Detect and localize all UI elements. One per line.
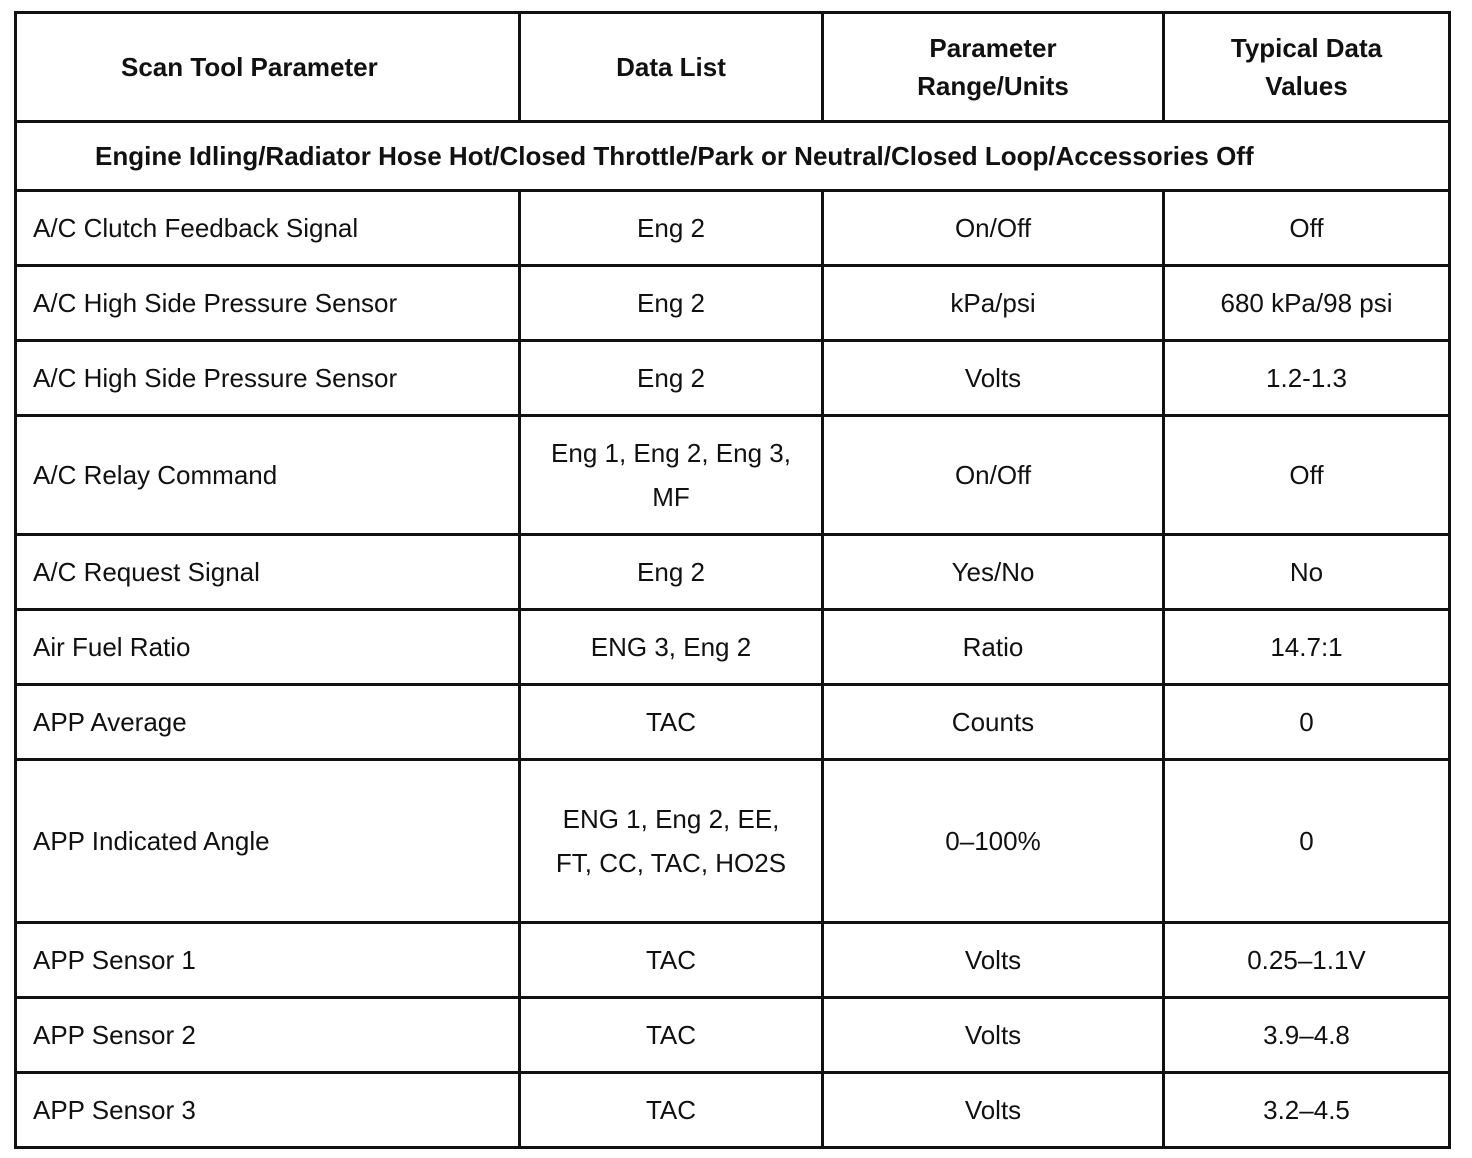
- table-row: [16, 191, 1450, 266]
- table-row: [16, 1073, 1450, 1148]
- header-scan-tool-parameter: Scan Tool Parameter: [16, 13, 520, 122]
- cell-parameter: A/C Relay Command: [16, 416, 520, 535]
- header-typical-data-values: Typical Data Values: [1164, 13, 1450, 122]
- cell-data-list: TAC: [520, 1073, 823, 1148]
- cell-parameter: APP Sensor 1: [16, 923, 520, 998]
- cell-data-list: ENG 3, Eng 2: [520, 610, 823, 685]
- cell-typical-value: 680 kPa/98 psi: [1164, 266, 1450, 341]
- cell-parameter: A/C High Side Pressure Sensor: [16, 266, 520, 341]
- cell-typical-value: 0: [1164, 760, 1450, 923]
- cell-parameter: A/C High Side Pressure Sensor: [16, 341, 520, 416]
- cell-parameter: APP Sensor 3: [16, 1073, 520, 1148]
- operating-condition: Engine Idling/Radiator Hose Hot/Closed Throttle/Park or Neutral/Closed Loop/Accessories Off: [16, 122, 1450, 191]
- cell-parameter: Air Fuel Ratio: [16, 610, 520, 685]
- table-row: [16, 416, 1450, 535]
- cell-range-units: On/Off: [823, 191, 1164, 266]
- cell-data-list: Eng 2: [520, 266, 823, 341]
- condition-row: [16, 122, 1450, 191]
- cell-typical-value: 3.2–4.5: [1164, 1073, 1450, 1148]
- cell-data-list: Eng 2: [520, 535, 823, 610]
- cell-typical-value: 0: [1164, 685, 1450, 760]
- table-row: [16, 535, 1450, 610]
- cell-range-units: Counts: [823, 685, 1164, 760]
- cell-typical-value: 1.2-1.3: [1164, 341, 1450, 416]
- cell-data-list: Eng 2: [520, 341, 823, 416]
- cell-range-units: Volts: [823, 341, 1164, 416]
- cell-range-units: kPa/psi: [823, 266, 1164, 341]
- table-row: [16, 998, 1450, 1073]
- table-row: [16, 685, 1450, 760]
- cell-range-units: Yes/No: [823, 535, 1164, 610]
- cell-parameter: A/C Clutch Feedback Signal: [16, 191, 520, 266]
- cell-data-list: TAC: [520, 685, 823, 760]
- cell-typical-value: Off: [1164, 416, 1450, 535]
- cell-data-list: Eng 2: [520, 191, 823, 266]
- cell-range-units: 0–100%: [823, 760, 1164, 923]
- cell-typical-value: No: [1164, 535, 1450, 610]
- table-row: [16, 923, 1450, 998]
- table-row: [16, 610, 1450, 685]
- cell-parameter: APP Indicated Angle: [16, 760, 520, 923]
- cell-data-list: ENG 1, Eng 2, EE, FT, CC, TAC, HO2S: [520, 760, 823, 923]
- scan-tool-data-table: [14, 11, 1451, 1149]
- cell-typical-value: 14.7:1: [1164, 610, 1450, 685]
- table-row: [16, 341, 1450, 416]
- cell-parameter: APP Sensor 2: [16, 998, 520, 1073]
- cell-range-units: Volts: [823, 923, 1164, 998]
- cell-range-units: Volts: [823, 1073, 1164, 1148]
- header-row: [16, 13, 1450, 122]
- cell-typical-value: 0.25–1.1V: [1164, 923, 1450, 998]
- table-row: [16, 266, 1450, 341]
- header-parameter-range-units: Parameter Range/Units: [823, 13, 1164, 122]
- cell-typical-value: Off: [1164, 191, 1450, 266]
- cell-typical-value: 3.9–4.8: [1164, 998, 1450, 1073]
- cell-parameter: A/C Request Signal: [16, 535, 520, 610]
- header-data-list: Data List: [520, 13, 823, 122]
- scan-tool-data-table-container: [14, 11, 1448, 1149]
- cell-data-list: TAC: [520, 923, 823, 998]
- table-row: [16, 760, 1450, 923]
- cell-data-list: Eng 1, Eng 2, Eng 3, MF: [520, 416, 823, 535]
- cell-range-units: Ratio: [823, 610, 1164, 685]
- cell-data-list: TAC: [520, 998, 823, 1073]
- cell-parameter: APP Average: [16, 685, 520, 760]
- cell-range-units: On/Off: [823, 416, 1164, 535]
- cell-range-units: Volts: [823, 998, 1164, 1073]
